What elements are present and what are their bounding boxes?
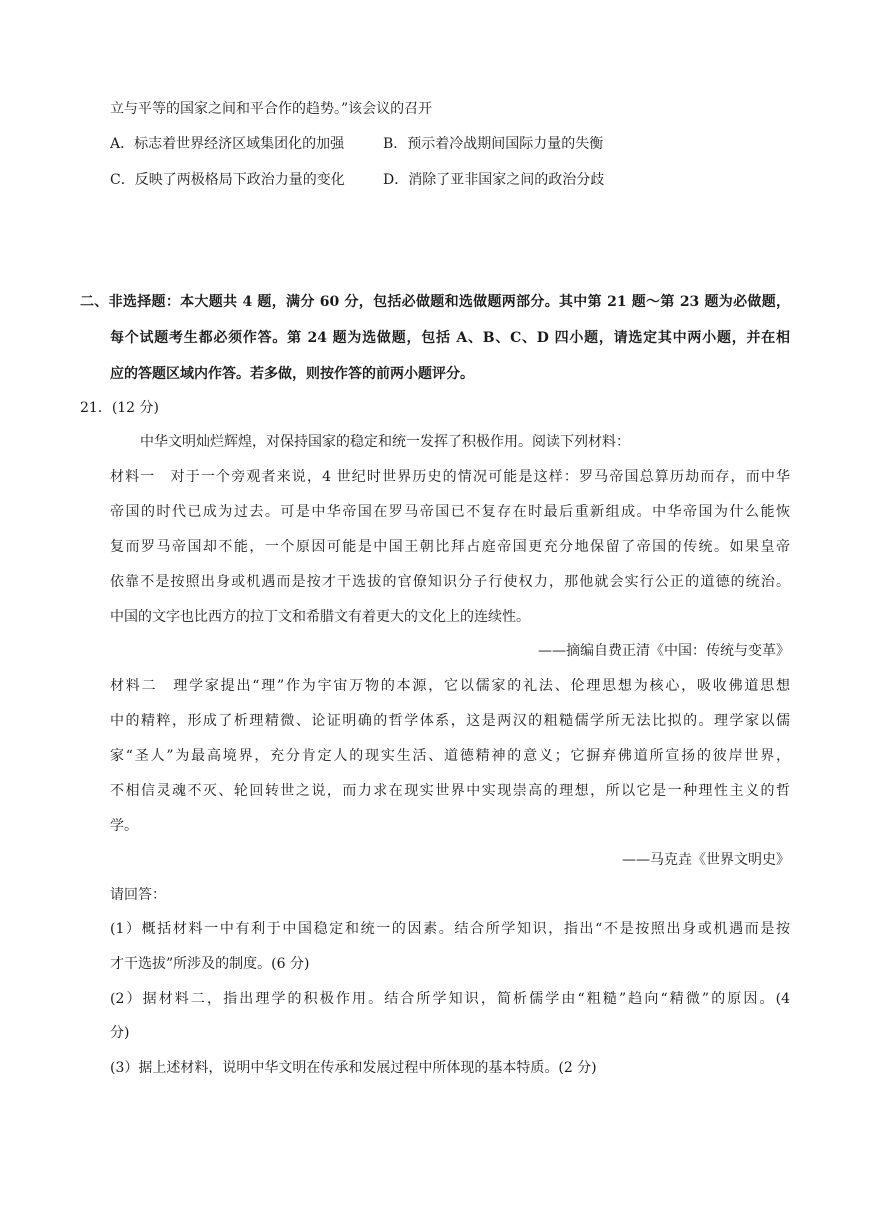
q21-intro: 中华文明灿烂辉煌，对保持国家的稳定和统一发挥了积极作用。阅读下列材料： bbox=[140, 434, 630, 450]
sub-question-3: (3）据上述材料，说明中华文明在传承和发展过程中所体现的基本特质。(2 分) bbox=[110, 1060, 597, 1076]
section2-heading-line1: 二、非选择题：本大题共 4 题，满分 60 分，包括必做题和选做题两部分。其中第 21 题～第 23 题为必做题， bbox=[80, 294, 790, 310]
section2-heading-line3: 应的答题区域内作答。若多做，则按作答的前两小题评分。 bbox=[110, 366, 474, 382]
sub-question-1-line2: 才干选拔”所涉及的制度。(6 分) bbox=[110, 956, 310, 972]
material2-line: 家“圣人”为最高境界，充分肯定人的现实生活、道德精神的意义；它摒弃佛道所宣扬的彼岸世界， bbox=[110, 748, 790, 764]
material2-line: 不相信灵魂不灭、轮回转世之说，而力求在现实世界中实现崇高的理想，所以它是一种理性主义的哲 bbox=[110, 783, 790, 799]
material2-line: 材料二 理学家提出“理”作为宇宙万物的本源，它以儒家的礼法、伦理思想为核心，吸收佛道思想 bbox=[110, 678, 790, 694]
q20-option-d: D．消除了亚非国家之间的政治分歧 bbox=[383, 172, 605, 188]
material1-source: ——摘编自费正清《中国：传统与变革》 bbox=[538, 643, 790, 659]
sub-question-2-line2: 分) bbox=[110, 1025, 130, 1041]
section2-heading-line2: 每个试题考生都必须作答。第 24 题为选做题，包括 A、B、C、D 四小题，请选定其中两小题，并在相 bbox=[110, 330, 790, 346]
material1-line: 中国的文字也比西方的拉丁文和希腊文有着更大的文化上的连续性。 bbox=[110, 609, 530, 625]
material2-line: 学。 bbox=[110, 818, 138, 834]
material2-line: 中的精粹，形成了析理精微、论证明确的哲学体系，这是两汉的粗糙儒学所无法比拟的。理学家以儒 bbox=[110, 713, 790, 729]
q20-stem-continuation: 立与平等的国家之间和平合作的趋势。”该会议的召开 bbox=[110, 101, 433, 117]
material1-line: 材料一 对于一个旁观者来说，4 世纪时世界历史的情况可能是这样：罗马帝国总算历劫而存，而中华 bbox=[110, 469, 790, 485]
sub-question-2-line1: (2）据材料二，指出理学的积极作用。结合所学知识，简析儒学由“粗糙”趋向“精微”的原因。(4 bbox=[110, 991, 790, 1007]
material2-source: ——马克垚《世界文明史》 bbox=[622, 852, 790, 868]
sub-question-1-line1: (1）概括材料一中有利于中国稳定和统一的因素。结合所学知识，指出“不是按照出身或机遇而是按 bbox=[110, 921, 790, 937]
material1-line: 复而罗马帝国却不能，一个原因可能是中国王朝比拜占庭帝国更充分地保留了帝国的传统。如果皇帝 bbox=[110, 539, 790, 555]
q20-option-a: A．标志着世界经济区域集团化的加强 bbox=[110, 136, 345, 152]
material1-line: 帝国的时代已成为过去。可是中华帝国在罗马帝国已不复存在时最后重新组成。中华帝国为什么能恢 bbox=[110, 504, 790, 520]
q21-number: 21．(12 分) bbox=[80, 400, 160, 416]
q20-option-c: C．反映了两极格局下政治力量的变化 bbox=[110, 172, 345, 188]
material1-line: 依靠不是按照出身或机遇而是按才干选拔的官僚知识分子行使权力，那他就会实行公正的道德的统治。 bbox=[110, 574, 790, 590]
answer-prompt: 请回答： bbox=[110, 887, 166, 903]
q20-option-b: B．预示着冷战期间国际力量的失衡 bbox=[383, 136, 604, 152]
